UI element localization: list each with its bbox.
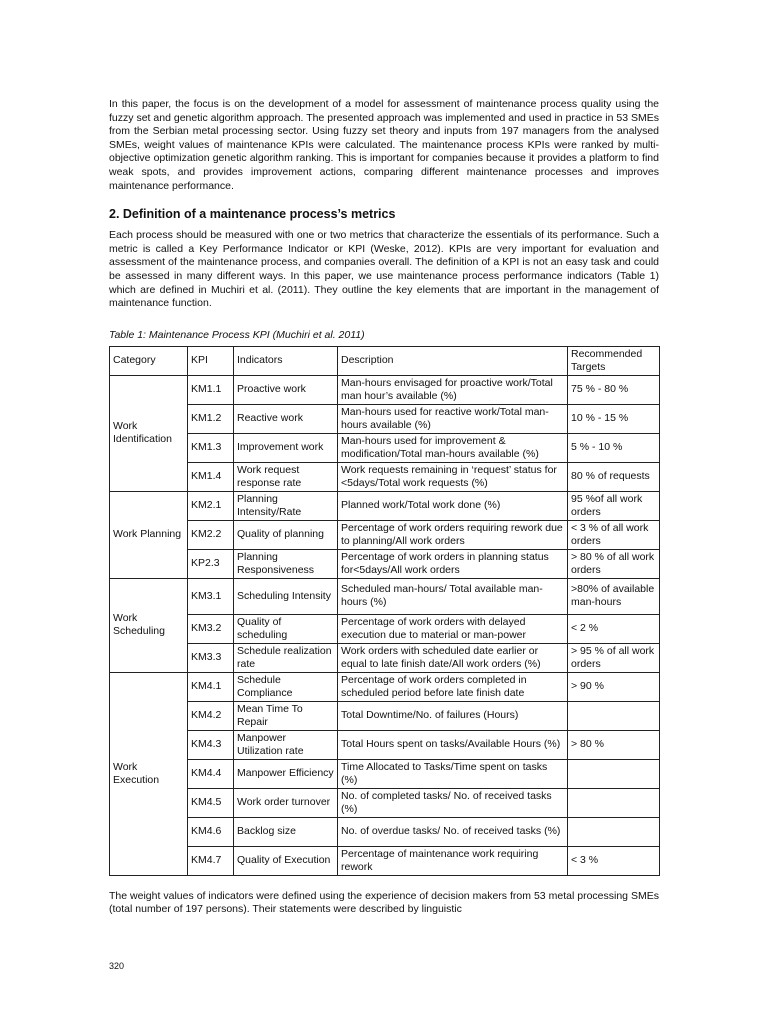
description-cell: Man-hours used for improvement & modification/Total man-hours available (%)	[338, 433, 568, 462]
closing-paragraph: The weight values of indicators were defined using the experience of decision makers from 53 metal processing SMEs (total number of 197 persons). Their statements were described by linguistic	[109, 889, 659, 916]
category-cell: Work Execution	[110, 672, 188, 875]
target-cell: > 80 % of all work orders	[568, 549, 660, 578]
page-number: 320	[109, 961, 125, 971]
indicator-cell: Schedule Compliance	[234, 672, 338, 701]
kpi-cell: KM1.2	[188, 404, 234, 433]
kpi-cell: KM2.1	[188, 491, 234, 520]
description-cell: Percentage of work orders with delayed execution due to material or man-power	[338, 614, 568, 643]
indicator-cell: Work request response rate	[234, 462, 338, 491]
target-cell	[568, 701, 660, 730]
table-row	[110, 817, 660, 846]
table-row	[110, 730, 660, 759]
kpi-cell: KM4.2	[188, 701, 234, 730]
table-row	[110, 578, 660, 614]
description-cell: Percentage of work orders in planning status for<5days/All work orders	[338, 549, 568, 578]
indicator-cell: Work order turnover	[234, 788, 338, 817]
section-paragraph: Each process should be measured with one or two metrics that characterize the essentials of its performance. Such a metric is called a Key Performance Indicator or KPI (Weske, 2012). KPIs are very important for evaluation and assessment of the maintenance process, and companies overall. The definition of a KPI is not an easy task and could be assessed in many different ways. In this paper, we use maintenance process performance indicators (Table 1) which are defined in Muchiri et al. (2011). They outline the key elements that are important in the management of maintenance function.	[109, 229, 659, 310]
kpi-cell: KM3.1	[188, 578, 234, 614]
header-category: Category	[110, 346, 188, 375]
description-cell: Man-hours used for reactive work/Total man-hours available (%)	[338, 404, 568, 433]
page-content	[109, 98, 659, 917]
indicator-cell: Schedule realization rate	[234, 643, 338, 672]
description-cell: Time Allocated to Tasks/Time spent on tasks (%)	[338, 759, 568, 788]
indicator-cell: Proactive work	[234, 375, 338, 404]
table-row	[110, 672, 660, 701]
table-row	[110, 404, 660, 433]
kpi-cell: KM4.1	[188, 672, 234, 701]
section-heading: 2. Definition of a maintenance process’s metrics	[109, 207, 396, 222]
kpi-cell: KM4.3	[188, 730, 234, 759]
kpi-cell: KM4.4	[188, 759, 234, 788]
indicator-cell: Scheduling Intensity	[234, 578, 338, 614]
kpi-cell: KM4.5	[188, 788, 234, 817]
target-cell: >80% of available man-hours	[568, 578, 660, 614]
target-cell: < 2 %	[568, 614, 660, 643]
indicator-cell: Planning Responsiveness	[234, 549, 338, 578]
table-row	[110, 614, 660, 643]
target-cell: < 3 %	[568, 846, 660, 875]
description-cell: No. of completed tasks/ No. of received tasks (%)	[338, 788, 568, 817]
kpi-cell: KM2.2	[188, 520, 234, 549]
kpi-cell: KM3.3	[188, 643, 234, 672]
kpi-cell: KP2.3	[188, 549, 234, 578]
table-header-row	[110, 346, 660, 375]
indicator-cell: Quality of planning	[234, 520, 338, 549]
description-cell: Work orders with scheduled date earlier or equal to late finish date/All work orders (%)	[338, 643, 568, 672]
target-cell: 80 % of requests	[568, 462, 660, 491]
target-cell: > 90 %	[568, 672, 660, 701]
description-cell: No. of overdue tasks/ No. of received tasks (%)	[338, 817, 568, 846]
kpi-cell: KM1.1	[188, 375, 234, 404]
header-description: Description	[338, 346, 568, 375]
target-cell: < 3 % of all work orders	[568, 520, 660, 549]
header-indicators: Indicators	[234, 346, 338, 375]
target-cell: 5 % - 10 %	[568, 433, 660, 462]
target-cell: 95 %of all work orders	[568, 491, 660, 520]
kpi-cell: KM4.7	[188, 846, 234, 875]
description-cell: Man-hours envisaged for proactive work/Total man hour’s available (%)	[338, 375, 568, 404]
description-cell: Percentage of work orders completed in scheduled period before late finish date	[338, 672, 568, 701]
target-cell: 75 % - 80 %	[568, 375, 660, 404]
table-row	[110, 462, 660, 491]
kpi-cell: KM1.3	[188, 433, 234, 462]
table-row	[110, 520, 660, 549]
target-cell	[568, 817, 660, 846]
table-row	[110, 549, 660, 578]
header-targets: Recommended Targets	[568, 346, 660, 375]
header-kpi: KPI	[188, 346, 234, 375]
description-cell: Percentage of maintenance work requiring rework	[338, 846, 568, 875]
intro-paragraph: In this paper, the focus is on the development of a model for assessment of maintenance process quality using the fuzzy set and genetic algorithm approach. The presented approach was implemented and used in practice in 53 SMEs from the Serbian metal processing sector. Using fuzzy set theory and inputs from 197 managers from the analysed SMEs, weight values of maintenance KPIs were calculated. The maintenance process KPIs were ranked by multi-objective optimization genetic algorithm ranking. This is important for companies because it provides a platform to find weak spots, and provides improvement actions, comparing different maintenance processes and improves maintenance performance.	[109, 98, 659, 192]
description-cell: Total Hours spent on tasks/Available Hours (%)	[338, 730, 568, 759]
category-cell: Work Identification	[110, 375, 188, 491]
description-cell: Planned work/Total work done (%)	[338, 491, 568, 520]
description-cell: Work requests remaining in ‘request’ status for <5days/Total work requests (%)	[338, 462, 568, 491]
target-cell: 10 % - 15 %	[568, 404, 660, 433]
indicator-cell: Manpower Utilization rate	[234, 730, 338, 759]
target-cell	[568, 788, 660, 817]
table-row	[110, 846, 660, 875]
description-cell: Percentage of work orders requiring rework due to planning/All work orders	[338, 520, 568, 549]
target-cell	[568, 759, 660, 788]
indicator-cell: Reactive work	[234, 404, 338, 433]
table-row	[110, 491, 660, 520]
table-row	[110, 701, 660, 730]
description-cell: Scheduled man-hours/ Total available man-hours (%)	[338, 578, 568, 614]
target-cell: > 80 %	[568, 730, 660, 759]
table-caption: Table 1: Maintenance Process KPI (Muchiri et al. 2011)	[109, 328, 365, 341]
description-cell: Total Downtime/No. of failures (Hours)	[338, 701, 568, 730]
indicator-cell: Quality of scheduling	[234, 614, 338, 643]
indicator-cell: Planning Intensity/Rate	[234, 491, 338, 520]
table-row	[110, 759, 660, 788]
indicator-cell: Quality of Execution	[234, 846, 338, 875]
kpi-cell: KM4.6	[188, 817, 234, 846]
table-row	[110, 433, 660, 462]
indicator-cell: Mean Time To Repair	[234, 701, 338, 730]
indicator-cell: Manpower Efficiency	[234, 759, 338, 788]
kpi-cell: KM3.2	[188, 614, 234, 643]
table-row	[110, 643, 660, 672]
target-cell: > 95 % of all work orders	[568, 643, 660, 672]
kpi-table	[109, 346, 660, 876]
indicator-cell: Backlog size	[234, 817, 338, 846]
kpi-cell: KM1.4	[188, 462, 234, 491]
category-cell: Work Scheduling	[110, 578, 188, 672]
table-row	[110, 375, 660, 404]
table-row	[110, 788, 660, 817]
category-cell: Work Planning	[110, 491, 188, 578]
indicator-cell: Improvement work	[234, 433, 338, 462]
